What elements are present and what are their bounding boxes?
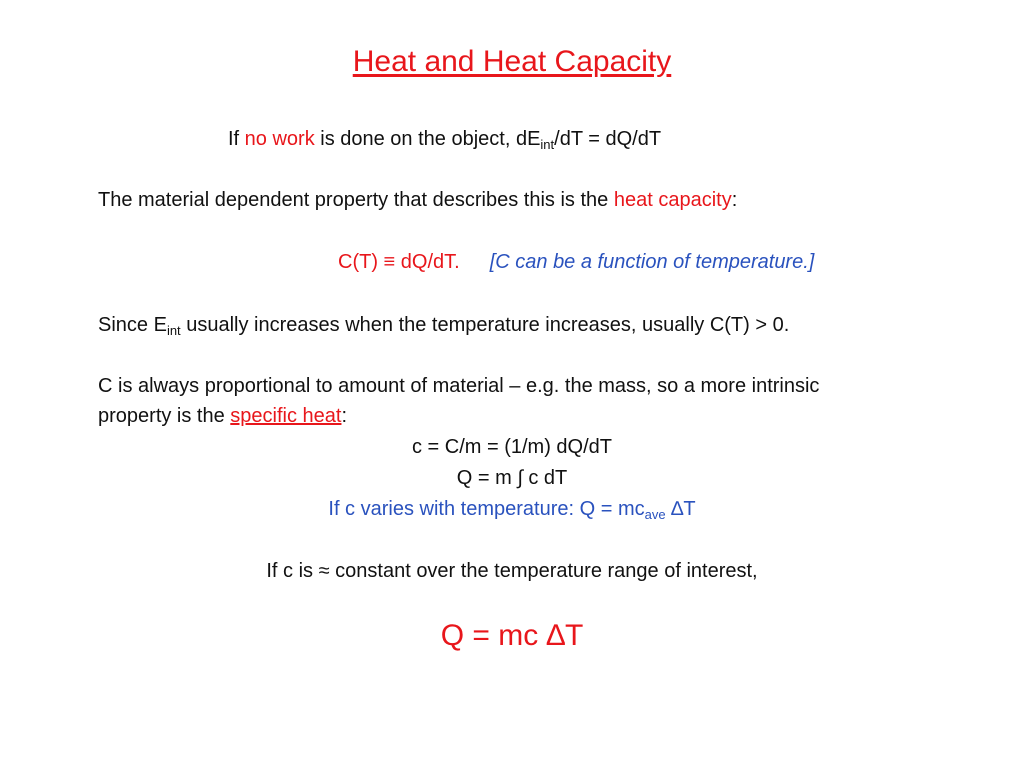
text-segment: C(T) <box>338 251 384 273</box>
specific-heat-equation: c = C/m = (1/m) dQ/dT <box>411 436 613 458</box>
proportional-line <box>98 373 819 399</box>
function-note: [C can be a function of temperature.] <box>489 251 815 273</box>
delta-symbol: ∆ <box>665 498 684 520</box>
text-segment: C is always proportional to amount of material – e.g. the mass, so a more intrinsic <box>98 375 820 397</box>
text-segment: is done on the object, dE <box>314 128 541 150</box>
text-segment: Q = m <box>456 467 518 489</box>
text-segment: : <box>341 405 348 427</box>
text-segment: constant over the temperature range of interest, <box>329 560 758 582</box>
heat-capacity-line <box>98 187 737 213</box>
equivalent-symbol: ≡ <box>383 251 396 273</box>
no-work-highlight: no work <box>244 128 315 150</box>
text-segment: T <box>564 619 584 652</box>
integral-equation <box>0 465 1024 491</box>
integral-symbol: ∫ <box>517 467 523 489</box>
text-segment: The material dependent property that describes this is the <box>98 189 614 211</box>
varying-c-equation <box>0 496 1024 522</box>
text-segment: : <box>731 189 738 211</box>
text-segment: /dT = dQ/dT <box>554 128 662 150</box>
text-segment: T <box>683 498 696 520</box>
specific-heat-highlight: specific heat <box>230 405 342 427</box>
constant-c-line <box>0 558 1024 584</box>
text-segment: usually increases when the temperature increases, usually C(T) > 0. <box>180 314 790 336</box>
text-segment: Since E <box>98 314 167 336</box>
subscript-int: int <box>166 323 181 338</box>
text-segment: If c varies with temperature: Q = mc <box>328 498 645 520</box>
delta-symbol: ∆ <box>546 619 565 652</box>
approx-symbol: ≈ <box>318 560 330 582</box>
eint-increase-line <box>98 312 789 338</box>
definition-equation <box>338 251 460 273</box>
text-segment: Q = mc <box>440 619 547 652</box>
heat-capacity-highlight: heat capacity <box>613 189 732 211</box>
text-segment: property is the <box>98 405 231 427</box>
text-segment: If c is <box>266 560 319 582</box>
text-segment: dQ/dT. <box>395 251 460 273</box>
text-segment: c dT <box>522 467 568 489</box>
final-equation <box>0 618 1024 654</box>
slide-title: Heat and Heat Capacity <box>352 45 672 78</box>
text-segment: If <box>228 128 245 150</box>
subscript-int: int <box>540 137 555 152</box>
specific-heat-line <box>98 403 347 429</box>
heat-capacity-definition <box>338 249 814 275</box>
no-work-line <box>228 126 661 152</box>
subscript-ave: ave <box>644 507 666 522</box>
